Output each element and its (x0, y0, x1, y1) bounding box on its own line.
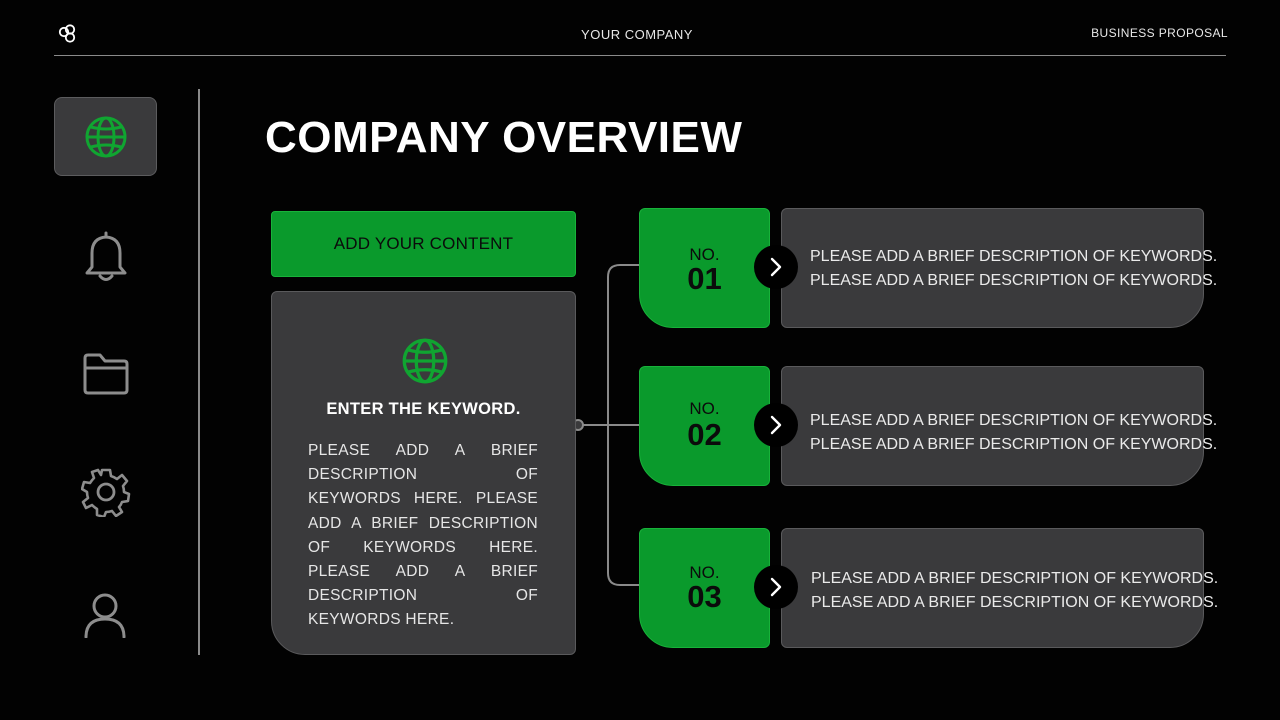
item-number-label: NO. (689, 245, 720, 264)
chevron-right-icon (768, 415, 784, 435)
item-number-box-03 (639, 528, 770, 648)
item-description-box-03 (781, 528, 1219, 648)
item-number-label: NO. (689, 399, 720, 418)
item-description-box-02 (781, 366, 1218, 486)
clover-logo-icon (56, 23, 78, 45)
bell-icon[interactable] (83, 229, 129, 283)
document-type: BUSINESS PROPOSAL (1091, 26, 1228, 40)
item-description-line: PLEASE ADD A BRIEF DESCRIPTION OF KEYWORDS. (810, 272, 1218, 289)
header-divider (54, 55, 1226, 56)
sidebar-divider (198, 89, 200, 655)
chevron-right-icon (768, 257, 784, 277)
item-number-value: 03 (687, 579, 722, 614)
item-description-text (811, 567, 1218, 615)
item-number-label: NO. (689, 563, 720, 582)
sidebar-item-globe[interactable] (54, 97, 157, 176)
item-number-box-02 (639, 366, 770, 486)
connector-lines (570, 255, 650, 595)
item-description-line: PLEASE ADD A BRIEF DESCRIPTION OF KEYWORDS. (810, 248, 1218, 265)
item-description-line: PLEASE ADD A BRIEF DESCRIPTION OF KEYWORDS. (810, 436, 1218, 453)
item-description-text (810, 409, 1217, 457)
page-title: COMPANY OVERVIEW (265, 113, 743, 162)
item-expand-button-01[interactable] (754, 245, 798, 289)
item-description-line: PLEASE ADD A BRIEF DESCRIPTION OF KEYWORDS. (811, 570, 1219, 587)
item-description-line: PLEASE ADD A BRIEF DESCRIPTION OF KEYWORDS. (810, 412, 1218, 429)
globe-icon (84, 115, 128, 159)
chevron-right-icon (768, 577, 784, 597)
globe-icon (401, 337, 449, 385)
item-description-box-01 (781, 208, 1218, 328)
item-description-text (810, 245, 1217, 293)
card-body-text: PLEASE ADD A BRIEF DESCRIPTION OF KEYWORDS HERE. PLEASE ADD A BRIEF DESCRIPTION OF KEYWORDS HERE. PLEASE ADD A BRIEF DESCRIPTION OF KEYWORDS HERE. (308, 442, 538, 629)
folder-icon[interactable] (82, 352, 130, 396)
item-number-value: 01 (687, 261, 722, 296)
item-expand-button-03[interactable] (754, 565, 798, 609)
keyword-card (271, 291, 576, 655)
company-name: YOUR COMPANY (581, 27, 693, 42)
gear-icon[interactable] (81, 467, 131, 517)
item-number-box-01 (639, 208, 770, 328)
add-content-button[interactable]: ADD YOUR CONTENT (271, 211, 576, 277)
card-heading: ENTER THE KEYWORD. (326, 400, 521, 418)
item-description-line: PLEASE ADD A BRIEF DESCRIPTION OF KEYWORDS. (811, 594, 1219, 611)
item-expand-button-02[interactable] (754, 403, 798, 447)
user-icon[interactable] (83, 592, 127, 638)
item-number-value: 02 (687, 417, 722, 452)
